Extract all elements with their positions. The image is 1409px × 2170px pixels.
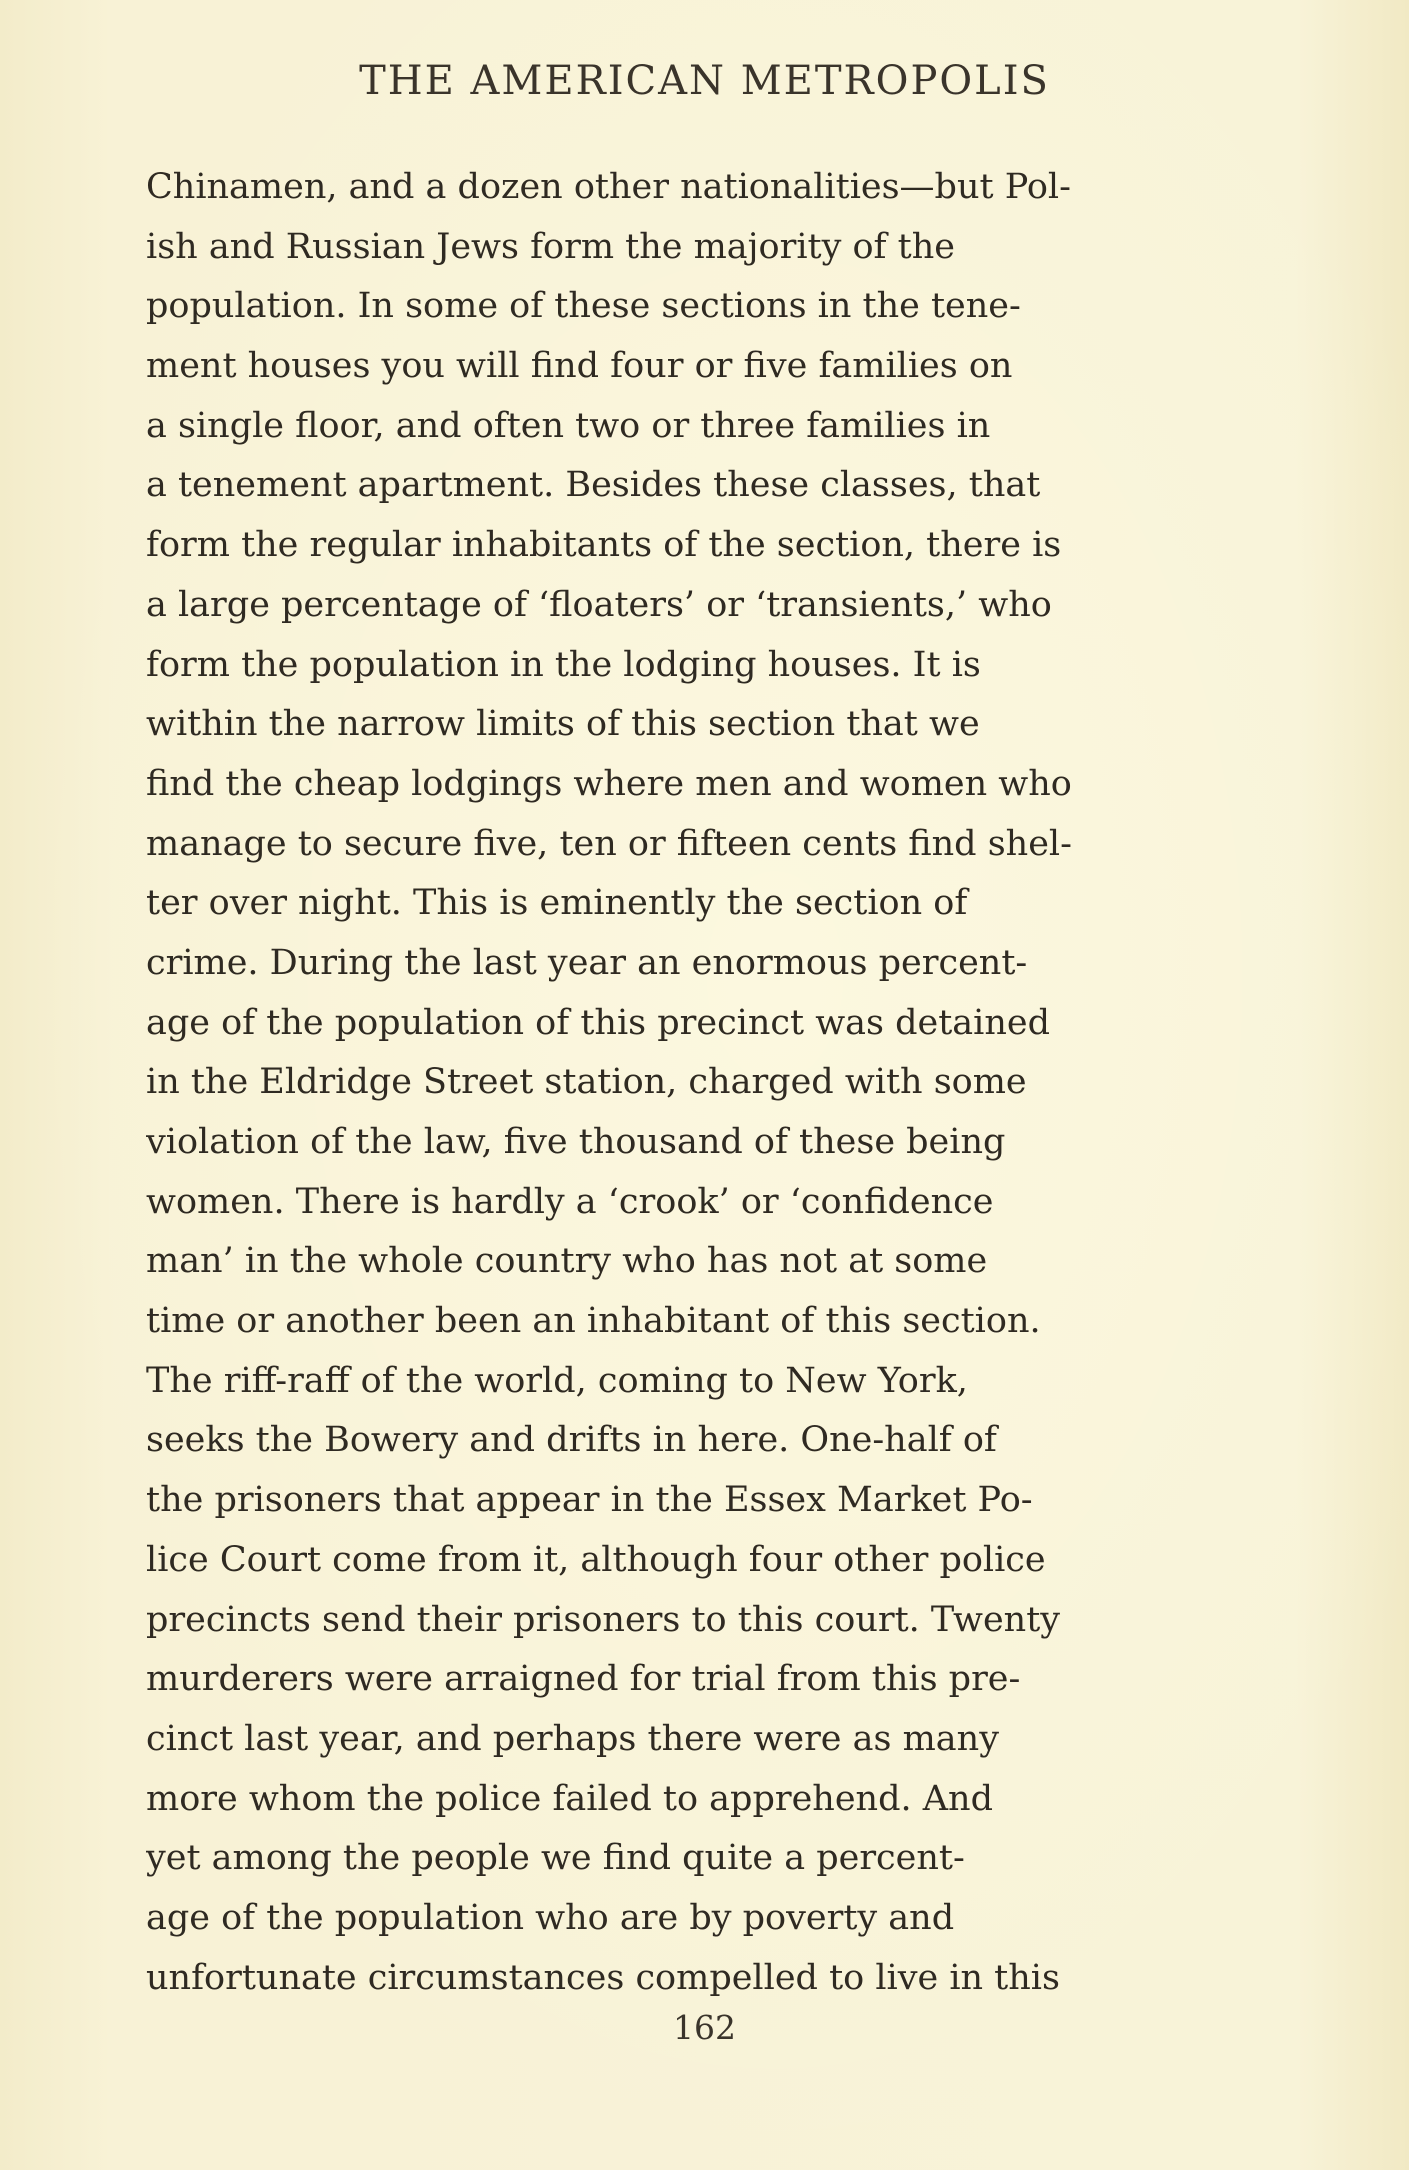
text-line: within the narrow limits of this section that we [146,704,980,745]
text-line: cinct last year, and perhaps there were as many [146,1718,999,1759]
text-line: time or another been an inhabitant of this section. [146,1301,1041,1342]
page-number: 162 [673,2008,736,2047]
text-line: violation of the law, five thousand of these being [146,1122,1006,1162]
text-line: precincts send their prisoners to this court. Twenty [146,1599,1061,1640]
text-line: form the regular inhabitants of the section, there is [146,525,1062,566]
text-line: age of the population who are by poverty and [146,1897,955,1938]
text-line: lice Court come from it, although four other police [146,1539,1046,1580]
text-line: a single floor, and often two or three families in [146,405,991,446]
text-line: unfortunate circumstances compelled to live in this [146,1957,1060,1998]
text-line: a large percentage of ‘floaters’ or ‘transients,’ who [146,584,1052,625]
text-line: manage to secure five, ten or fifteen cents find shel- [146,823,1072,864]
text-line: crime. During the last year an enormous percent- [146,942,1028,983]
text-line: age of the population of this precinct was detained [146,1002,1051,1043]
text-line: the prisoners that appear in the Essex Market Po- [146,1480,1033,1521]
text-line: ter over night. This is eminently the section of [146,883,968,924]
text-line: find the cheap lodgings where men and women who [146,763,1072,804]
text-line: The riff-raff of the world, coming to New York, [146,1360,968,1401]
body-text [146,158,1262,2008]
text-line: murderers were arraigned for trial from this pre- [146,1659,1021,1700]
text-line: more whom the police failed to apprehend. And [146,1778,993,1819]
text-line: population. In some of these sections in the tene- [146,286,1021,327]
text-line: women. There is hardly a ‘crook’ or ‘confidence [146,1181,994,1222]
text-line: a tenement apartment. Besides these classes, that [146,465,1041,506]
running-head: THE AMERICAN METROPOLIS [359,58,1050,104]
text-line: man’ in the whole country who has not at some [146,1241,988,1282]
text-line: ment houses you will find four or five families on [146,346,1013,387]
text-line: yet among the people we find quite a percent- [146,1838,965,1879]
text-line: form the population in the lodging houses. It is [146,644,981,685]
text-line: Chinamen, and a dozen other nationalities—but Pol- [146,167,1071,207]
text-line: ish and Russian Jews form the majority of the [146,226,955,267]
text-line: in the Eldridge Street station, charged with some [146,1062,1027,1103]
text-line: seeks the Bowery and drifts in here. One-half of [146,1420,997,1461]
